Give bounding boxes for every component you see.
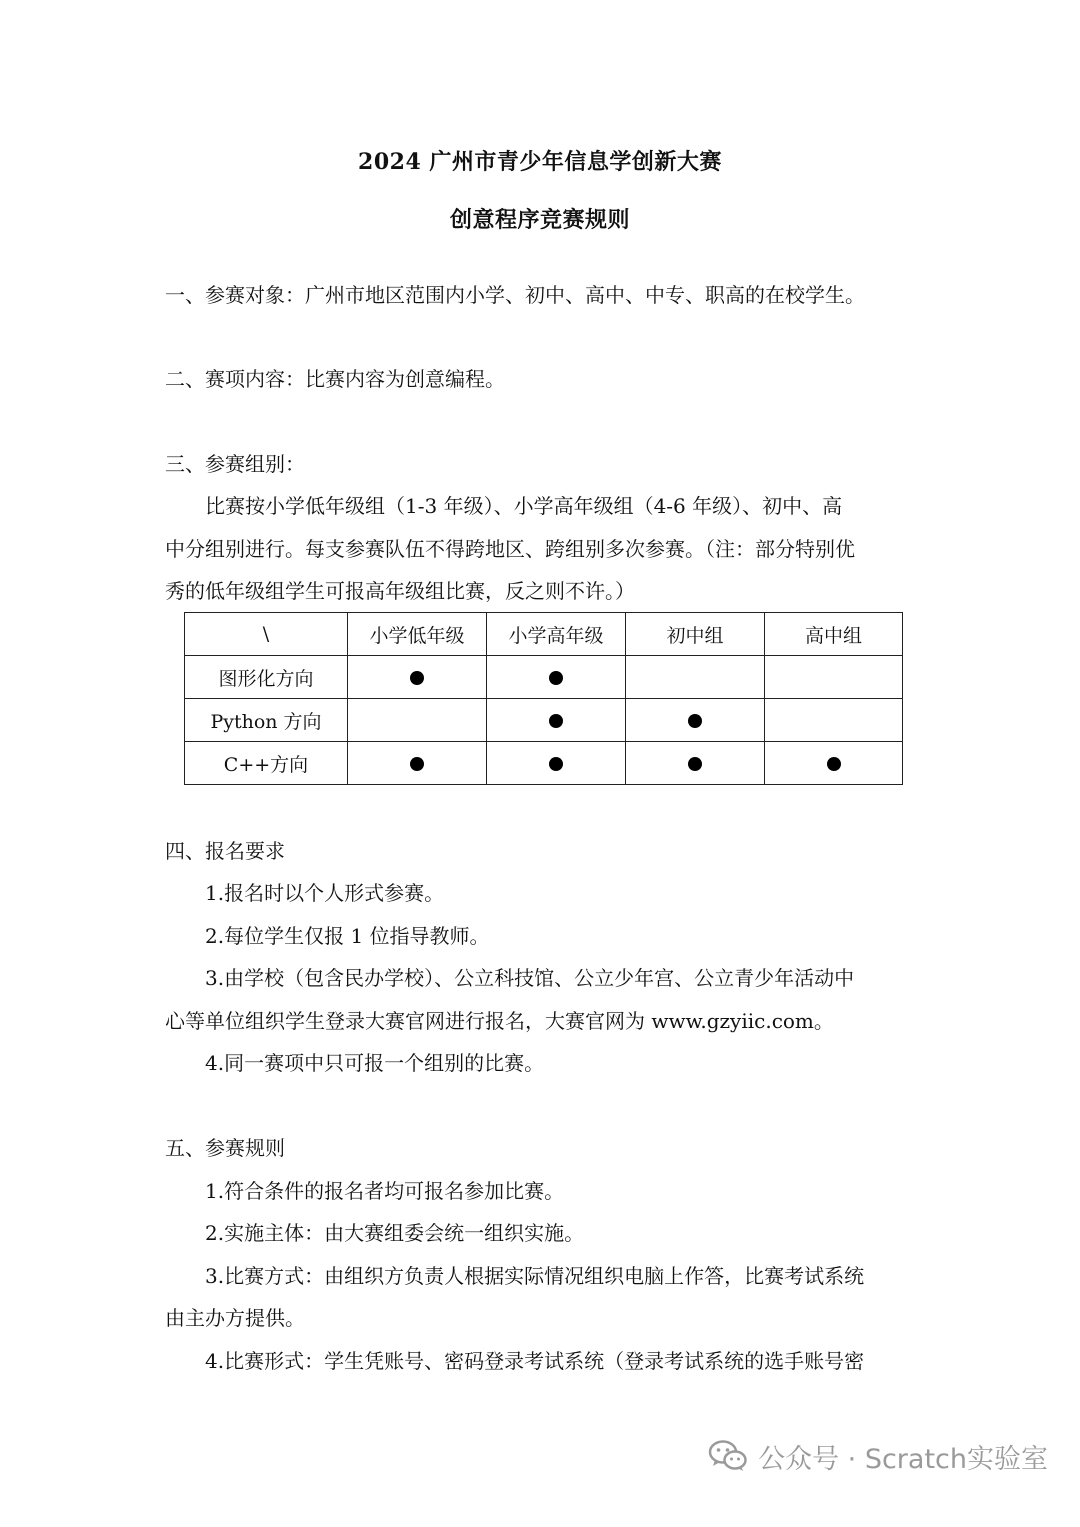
table-mark-cell	[487, 699, 626, 742]
table-mark-cell	[626, 742, 765, 785]
table-header-cell: 初中组	[626, 613, 765, 656]
bullet-dot-icon	[410, 671, 424, 685]
bullet-dot-icon	[549, 757, 563, 771]
registration-item: 2.每位学生仅报 1 位指导教师。	[205, 924, 490, 948]
table-row-label: 图形化方向	[185, 656, 348, 699]
table-mark-cell	[765, 742, 903, 785]
document-title: 2024 广州市青少年信息学创新大赛	[358, 149, 722, 175]
section-registration-heading: 四、报名要求	[165, 839, 285, 863]
bullet-dot-icon	[827, 757, 841, 771]
table-row	[185, 699, 903, 742]
rules-item: 3.比赛方式：由组织方负责人根据实际情况组织电脑上作答，比赛考试系统	[205, 1264, 865, 1288]
watermark	[708, 1434, 1048, 1478]
bullet-dot-icon	[549, 714, 563, 728]
section-participants: 一、参赛对象：广州市地区范围内小学、初中、高中、中专、职高的在校学生。	[165, 283, 865, 307]
watermark-text: 公众号 · Scratch实验室	[758, 1443, 1048, 1475]
table-header-cell: 小学高年级	[487, 613, 626, 656]
table-header-cell: 小学低年级	[348, 613, 487, 656]
table-mark-cell	[487, 656, 626, 699]
registration-item: 心等单位组织学生登录大赛官网进行报名，大赛官网为 www.gzyiic.com。	[165, 1009, 834, 1033]
table-mark-cell	[626, 656, 765, 699]
section-groups-heading: 三、参赛组别：	[165, 452, 305, 476]
group-direction-table	[184, 612, 903, 785]
rules-item: 由主办方提供。	[165, 1306, 305, 1330]
table-mark-cell	[626, 699, 765, 742]
table-mark-cell	[487, 742, 626, 785]
table-mark-cell	[348, 656, 487, 699]
registration-item: 3.由学校（包含民办学校）、公立科技馆、公立少年宫、公立青少年活动中	[205, 966, 855, 990]
section-groups-paragraph-line: 秀的低年级组学生可报高年级组比赛，反之则不许。）	[165, 579, 635, 603]
registration-item: 4.同一赛项中只可报一个组别的比赛。	[205, 1051, 545, 1075]
table-mark-cell	[348, 742, 487, 785]
registration-item: 1.报名时以个人形式参赛。	[205, 881, 445, 905]
rules-item: 1.符合条件的报名者均可报名参加比赛。	[205, 1179, 565, 1203]
table-mark-cell	[348, 699, 487, 742]
section-groups-paragraph-line: 比赛按小学低年级组（1-3 年级）、小学高年级组（4-6 年级）、初中、高	[205, 494, 843, 518]
bullet-dot-icon	[549, 671, 563, 685]
table-row-label: C++方向	[185, 742, 348, 785]
bullet-dot-icon	[688, 714, 702, 728]
document-subtitle: 创意程序竞赛规则	[449, 207, 630, 233]
table-header-row	[185, 613, 903, 656]
table-mark-cell	[765, 656, 903, 699]
section-rules-heading: 五、参赛规则	[165, 1136, 285, 1160]
table-header-cell: 高中组	[765, 613, 903, 656]
table-row	[185, 742, 903, 785]
table-header-cell: \	[185, 613, 348, 656]
wechat-icon	[708, 1439, 748, 1473]
section-content: 二、赛项内容：比赛内容为创意编程。	[165, 367, 505, 391]
bullet-dot-icon	[410, 757, 424, 771]
rules-item: 4.比赛形式：学生凭账号、密码登录考试系统（登录考试系统的选手账号密	[205, 1349, 865, 1373]
rules-item: 2.实施主体：由大赛组委会统一组织实施。	[205, 1221, 585, 1245]
table-row-label: Python 方向	[185, 699, 348, 742]
table-mark-cell	[765, 699, 903, 742]
section-groups-paragraph-line: 中分组别进行。每支参赛队伍不得跨地区、跨组别多次参赛。（注：部分特别优	[165, 537, 855, 561]
bullet-dot-icon	[688, 757, 702, 771]
table-row	[185, 656, 903, 699]
